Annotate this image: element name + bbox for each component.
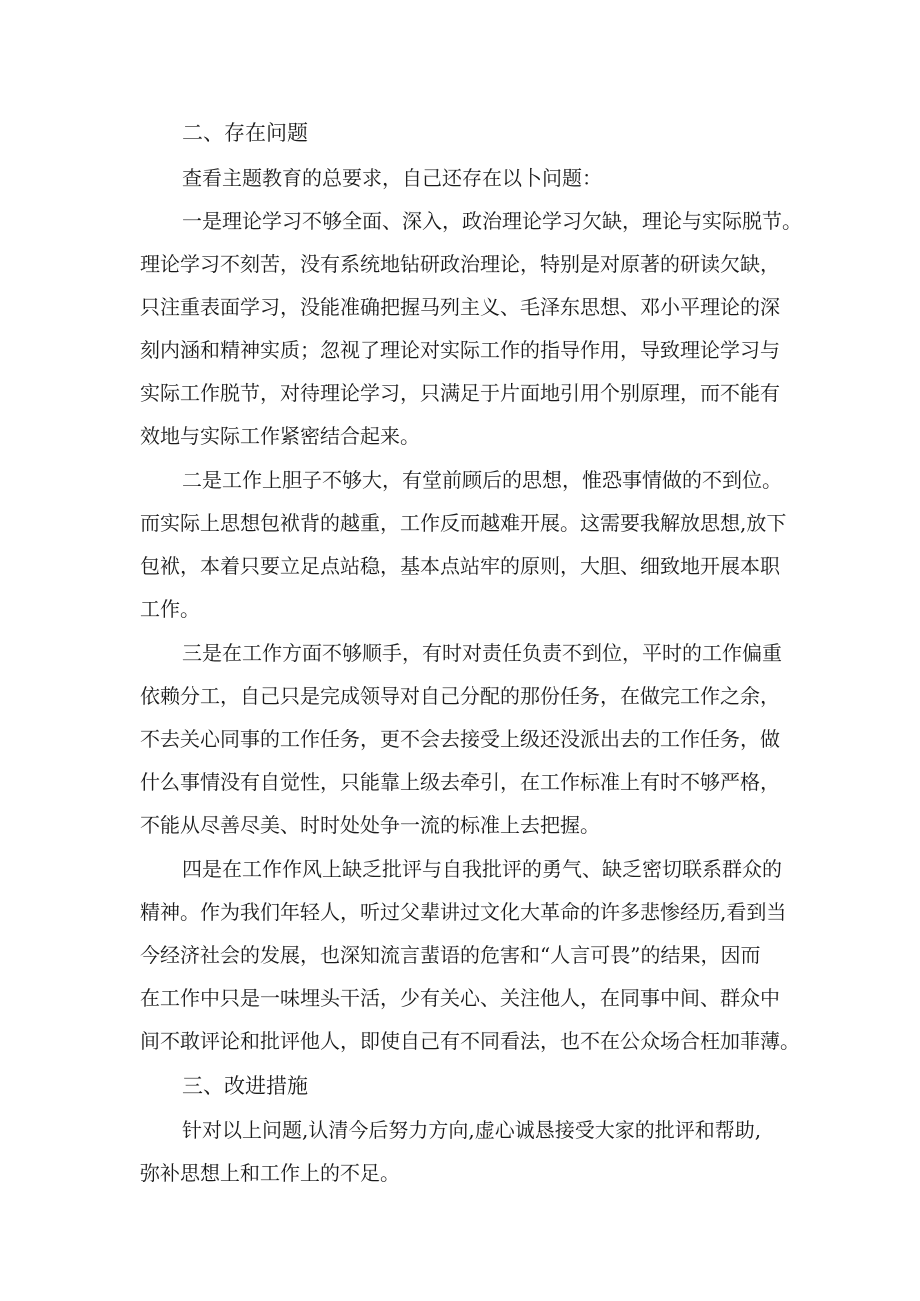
paragraph-line: 理论学习不刻苦，没有系统地钻研政治理论，特别是对原著的研读欠缺， xyxy=(140,252,780,276)
paragraph-line: 一是理论学习不够全面、深入，政治理论学习欠缺，理论与实际脱节。 xyxy=(182,209,802,233)
paragraph-line: 只注重表面学习，没能准确把握马列主义、毛泽东思想、邓小平理论的深 xyxy=(140,295,780,319)
paragraph-line: 实际工作脱节，对待理论学习，只满足于片面地引用个别原理，而不能有 xyxy=(140,381,780,405)
paragraph-line: 包袱，本着只要立足点站稳，基本点站牢的原则，大胆、细致地开展本职 xyxy=(140,554,780,578)
paragraph-line: 效地与实际工作紧密结合起来。 xyxy=(140,424,420,448)
section-heading-improvements: 三、改进措施 xyxy=(182,1074,308,1098)
paragraph-line: 三是在工作方面不够顺手，有时对责任负责不到位，平时的工作偏重 xyxy=(182,641,782,665)
paragraph-line: 二是工作上胆子不够大，有堂前顾后的思想，惟恐事情做的不到位。 xyxy=(182,468,782,492)
paragraph-line: 在工作中只是一味埋头干活，少有关心、关注他人，在同事中间、群众中 xyxy=(140,986,780,1010)
paragraph-line: 而实际上思想包袱背的越重，工作反而越难开展。这需要我解放思想,放下 xyxy=(140,511,787,535)
paragraph-line: 四是在工作作风上缺乏批评与自我批评的勇气、缺乏密切联系群众的 xyxy=(182,857,782,881)
paragraph-line: 工作。 xyxy=(140,597,200,621)
paragraph-line: 不去关心同事的工作任务，更不会去接受上级还没派出去的工作任务，做 xyxy=(140,727,780,751)
paragraph-line: 什么事情没有自觉性，只能靠上级去牵引，在工作标准上有时不够严格， xyxy=(140,770,780,794)
paragraph-line: 不能从尽善尽美、时时处处争一流的标准上去把握。 xyxy=(140,813,600,837)
section-heading-problems: 二、存在问题 xyxy=(182,121,308,145)
paragraph-line: 刻内涵和精神实质；忽视了理论对实际工作的指导作用，导致理论学习与 xyxy=(140,338,780,362)
paragraph-line: 弥补思想上和工作上的不足。 xyxy=(140,1161,400,1185)
paragraph-line: 精神。作为我们年轻人，听过父辈讲过文化大革命的许多悲惨经历,看到当 xyxy=(140,900,787,924)
paragraph-line: 针对以上问题,认清今后努力方向,虚心诚恳接受大家的批评和帮助, xyxy=(182,1118,762,1142)
paragraph-line: 今经济社会的发展，也深知流言蜚语的危害和“人言可畏”的结果，因而 xyxy=(140,943,761,967)
section-intro: 查看主题教育的总要求，自己还存在以卜问题： xyxy=(182,166,602,190)
paragraph-line: 依赖分工，自己只是完成领导对自己分配的那份任务，在做完工作之余， xyxy=(140,684,780,708)
paragraph-line: 间不敢评论和批评他人，即使自己有不同看法，也不在公众场合枉加菲薄。 xyxy=(140,1029,800,1053)
